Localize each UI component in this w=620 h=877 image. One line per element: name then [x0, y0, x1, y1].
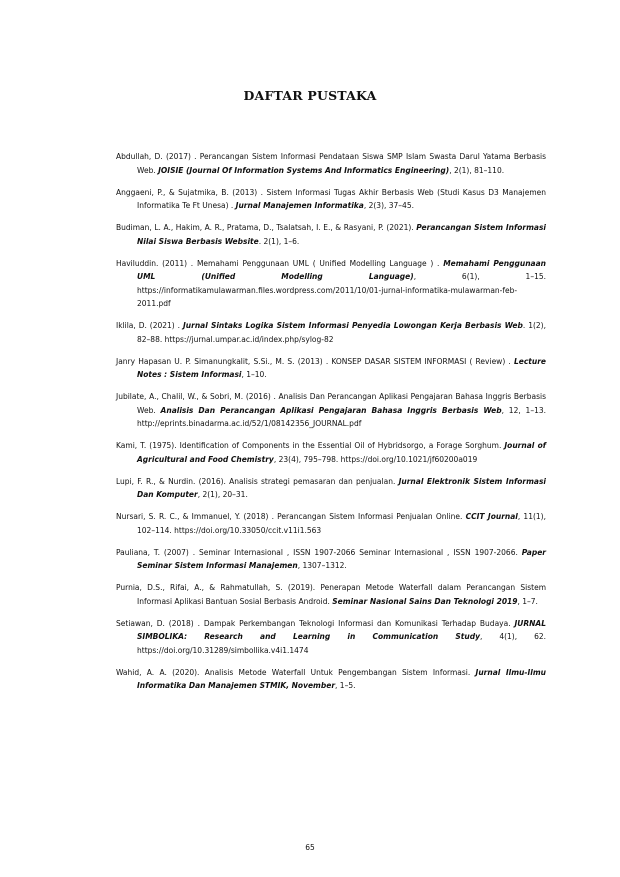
- reference-entry: [116, 390, 546, 431]
- reference-entry: [116, 666, 546, 693]
- reference-text: Budiman, L. A., Hakim, A. R., Pratama, D., Tsalatsah, I. E., & Rasyani, P. (2021).: [116, 223, 417, 232]
- reference-text: Janry Hapasan U. P. Simanungkalit, S.Si., M. S. (2013) . KONSEP DASAR SISTEM INFORMASI ( Review) .: [116, 356, 514, 366]
- reference-text: Anggaeni, P., & Sujatmika, B. (2013) . Sistem Informasi Tugas Akhir Berbasis Web (Studi Kasus D3 Manajemen Informatika Te Ft Unesa) .: [116, 187, 546, 210]
- reference-source: Paper Seminar Sistem Informasi Manajemen: [137, 547, 546, 570]
- reference-entry: [116, 439, 546, 466]
- reference-entry: [116, 257, 546, 311]
- reference-entry: [116, 475, 546, 502]
- reference-entry: [116, 186, 546, 213]
- reference-list: [116, 150, 546, 701]
- page-number: 65: [305, 843, 315, 852]
- reference-text: Abdullah, D. (2017) . Perancangan Sistem Informasi Pendataan Siswa SMP Islam Swasta Darul Yatama Berbasis Web.: [116, 152, 546, 175]
- reference-entry: [116, 221, 546, 248]
- reference-details: , 1307–1312.: [297, 561, 347, 570]
- reference-details: , 2(3), 37–45.: [363, 201, 414, 210]
- reference-text: Lupi, F. R., & Nurdin. (2016). Analisis strategi pemasaran dan penjualan.: [116, 476, 399, 486]
- reference-source: Jurnal Ilmu-Ilmu Informatika Dan Manajemen STMIK, November: [137, 667, 546, 690]
- reference-details: , 2(1), 81–110.: [449, 165, 505, 175]
- reference-source: JURNAL SIMBOLIKA: Research and Learning in Communication Study: [137, 618, 546, 641]
- reference-entry: [116, 581, 546, 608]
- reference-source: CCIT Journal: [465, 512, 518, 521]
- reference-source: Lecture Notes : Sistem Informasi: [137, 356, 546, 379]
- reference-source: Jurnal Elektronik Sistem Informasi Dan Komputer: [137, 476, 546, 499]
- reference-entry: [116, 319, 546, 346]
- reference-entry: [116, 355, 546, 382]
- reference-entry: [116, 617, 546, 658]
- reference-text: Pauliana, T. (2007) . Seminar Internasional , ISSN 1907-2066 Seminar Internasional , ISSN 1907-2066.: [116, 547, 522, 557]
- reference-text: Iklila, D. (2021) .: [116, 321, 183, 330]
- reference-details: , 11(1), 102–114. https://doi.org/10.33050/ccit.v11i1.563: [137, 512, 546, 535]
- reference-source: Jurnal Manajemen Informatika: [235, 201, 364, 210]
- reference-text: Purnia, D.S., Rifai, A., & Rahmatullah, S. (2019). Penerapan Metode Waterfall dalam Perancangan Sistem Informasi Aplikasi Bantuan Sosial Berbasis Android.: [116, 583, 546, 606]
- reference-text: Setiawan, D. (2018) . Dampak Perkembangan Teknologi Informasi dan Komunikasi Terhadap Budaya.: [116, 618, 515, 628]
- reference-details: , 1–10.: [241, 370, 267, 379]
- reference-text: Wahid, A. A. (2020). Analisis Metode Waterfall Untuk Pengembangan Sistem Informasi.: [116, 667, 476, 677]
- reference-source: JOISIE (Journal Of Information Systems And Informatics Engineering): [158, 165, 450, 175]
- reference-source: Seminar Nasional Sains Dan Teknologi 2019: [332, 596, 518, 606]
- reference-details: , 4(1), 62. https://doi.org/10.31289/simbollika.v4i1.1474: [137, 632, 546, 655]
- reference-text: Kami, T. (1975). Identification of Components in the Essential Oil of Hybridsorgo, a Forage Sorghum.: [116, 441, 505, 450]
- page-title: DAFTAR PUSTAKA: [243, 88, 377, 103]
- reference-source: Journal of Agricultural and Food Chemistry: [137, 441, 546, 464]
- reference-source: Memahami Penggunaan UML (Unified Modelling Language): [137, 258, 546, 281]
- reference-source: Perancangan Sistem Informasi Nilai Siswa Berbasis Website: [137, 223, 546, 246]
- reference-details: . 2(1), 1–6.: [258, 236, 300, 246]
- reference-text: Haviluddin. (2011) . Memahami Penggunaan UML ( Unified Modelling Language ) .: [116, 258, 444, 268]
- reference-details: . 1(2), 82–88. https://jurnal.umpar.ac.id/index.php/sylog-82: [137, 321, 546, 344]
- reference-entry: [116, 546, 546, 573]
- reference-source: Jurnal Sintaks Logika Sistem Informasi Penyedia Lowongan Kerja Berbasis Web: [182, 321, 523, 330]
- reference-text: Nursari, S. R. C., & Immanuel, Y. (2018) . Perancangan Sistem Informasi Penjualan Online.: [116, 512, 466, 521]
- reference-details: , 12, 1–13. http://eprints.binadarma.ac.id/52/1/08142356_JOURNAL.pdf: [137, 405, 546, 428]
- reference-entry: [116, 510, 546, 537]
- reference-text: Jubilate, A., Chalil, W., & Sobri, M. (2016) . Analisis Dan Perancangan Aplikasi Pengajaran Bahasa Inggris Berbasis Web.: [116, 392, 546, 415]
- reference-details: , 2(1), 20–31.: [197, 490, 248, 499]
- reference-source: Analisis Dan Perancangan Aplikasi Pengajaran Bahasa Inggris Berbasis Web: [160, 405, 502, 415]
- reference-details: , 23(4), 795–798. https://doi.org/10.1021/jf60200a019: [273, 454, 478, 464]
- reference-details: , 1–5.: [335, 681, 356, 690]
- reference-entry: [116, 150, 546, 177]
- reference-details: , 1–7.: [517, 596, 538, 606]
- reference-details: , 6(1), 1–15. https://informatikamulawarman.files.wordpress.com/2011/10/01-jurnal-informatika-mulawarman-feb-2011.pdf: [137, 272, 546, 308]
